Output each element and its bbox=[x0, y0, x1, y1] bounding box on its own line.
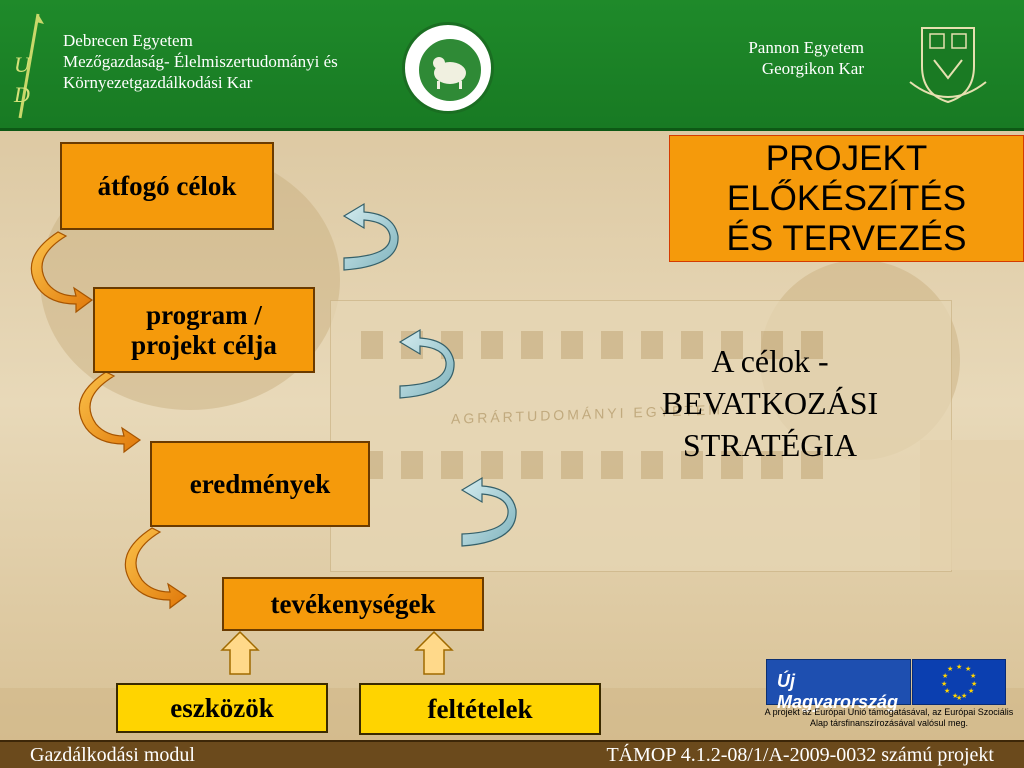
uj-magyarorszag-logo-text: Új Magyarország bbox=[777, 671, 899, 712]
svg-text:★: ★ bbox=[952, 692, 959, 700]
curved-arrow-down-icon bbox=[31, 232, 92, 312]
box-program-line-2: projekt célja bbox=[131, 330, 277, 360]
svg-text:★: ★ bbox=[942, 672, 949, 680]
box-eszkozok bbox=[116, 683, 328, 733]
up-arrow-icon bbox=[222, 632, 258, 674]
header-left-line-3: Környezetgazdálkodási Kar bbox=[63, 73, 253, 92]
eu-flag-icon bbox=[912, 659, 1006, 705]
box-tevekenysegek bbox=[222, 577, 484, 631]
svg-text:★: ★ bbox=[944, 687, 951, 695]
box-feltetelek bbox=[359, 683, 601, 735]
strategy-line-3: STRATÉGIA bbox=[682, 427, 858, 463]
svg-text:★: ★ bbox=[961, 692, 968, 700]
svg-text:D: D bbox=[14, 82, 30, 107]
svg-text:★: ★ bbox=[970, 672, 977, 680]
svg-text:★: ★ bbox=[956, 694, 963, 702]
box-atfogo-celok bbox=[60, 142, 274, 230]
svg-text:U: U bbox=[14, 52, 30, 77]
header-right-line-2: Georgikon Kar bbox=[761, 59, 864, 78]
box-program-projekt-celja bbox=[93, 287, 315, 373]
eu-funding-note: A projekt az Európai Unió támogatásával, az Európai Szociális Alap társfinanszírozásával valósul meg. bbox=[764, 707, 1014, 728]
uj-magyarorszag-logo bbox=[766, 659, 911, 712]
eu-funding-logos bbox=[760, 655, 1018, 737]
curved-arrow-up-icon bbox=[344, 204, 398, 270]
box-atfogo-celok-label: átfogó célok bbox=[97, 171, 237, 201]
svg-text:★: ★ bbox=[971, 680, 978, 688]
title-line-3: ÉS TERVEZÉS bbox=[726, 218, 967, 258]
footer-project-code: TÁMOP 4.1.2-08/1/A-2009-0032 számú projekt bbox=[606, 744, 994, 766]
curved-arrow-up-icon bbox=[462, 478, 516, 546]
building-sign: AGRÁRTUDOMÁNYI EGYETEM bbox=[451, 401, 723, 427]
strategy-line-1: A célok - bbox=[711, 343, 829, 379]
box-program-line-1: program / bbox=[146, 300, 262, 330]
box-eredmenyek-label: eredmények bbox=[189, 469, 331, 499]
up-arrow-icon bbox=[416, 632, 452, 674]
svg-text:★: ★ bbox=[968, 687, 975, 695]
title-line-2: ELŐKÉSZÍTÉS bbox=[726, 178, 967, 218]
svg-text:★: ★ bbox=[941, 680, 948, 688]
box-feltetelek-label: feltételek bbox=[427, 694, 533, 724]
header-left-line-1: Debrecen Egyetem bbox=[63, 31, 193, 50]
curved-arrow-down-icon bbox=[125, 528, 186, 608]
box-eszkozok-label: eszközök bbox=[170, 693, 274, 723]
box-tevekenysegek-label: tevékenységek bbox=[270, 589, 436, 619]
curved-arrow-down-icon bbox=[79, 372, 140, 452]
strategy-line-2: BEVATKOZÁSI bbox=[661, 385, 879, 421]
box-eredmenyek bbox=[150, 441, 370, 527]
svg-text:★: ★ bbox=[965, 665, 972, 673]
curved-arrow-up-icon bbox=[400, 330, 454, 398]
footer-bar bbox=[0, 740, 1024, 768]
header-right-line-1: Pannon Egyetem bbox=[748, 38, 864, 57]
title-line-1: PROJEKT bbox=[765, 138, 928, 178]
header-left-line-2: Mezőgazdaság- Élelmiszertudományi és bbox=[63, 52, 338, 71]
svg-text:★: ★ bbox=[947, 665, 954, 673]
footer-module-name: Gazdálkodási modul bbox=[30, 744, 195, 766]
svg-text:★: ★ bbox=[956, 663, 963, 671]
